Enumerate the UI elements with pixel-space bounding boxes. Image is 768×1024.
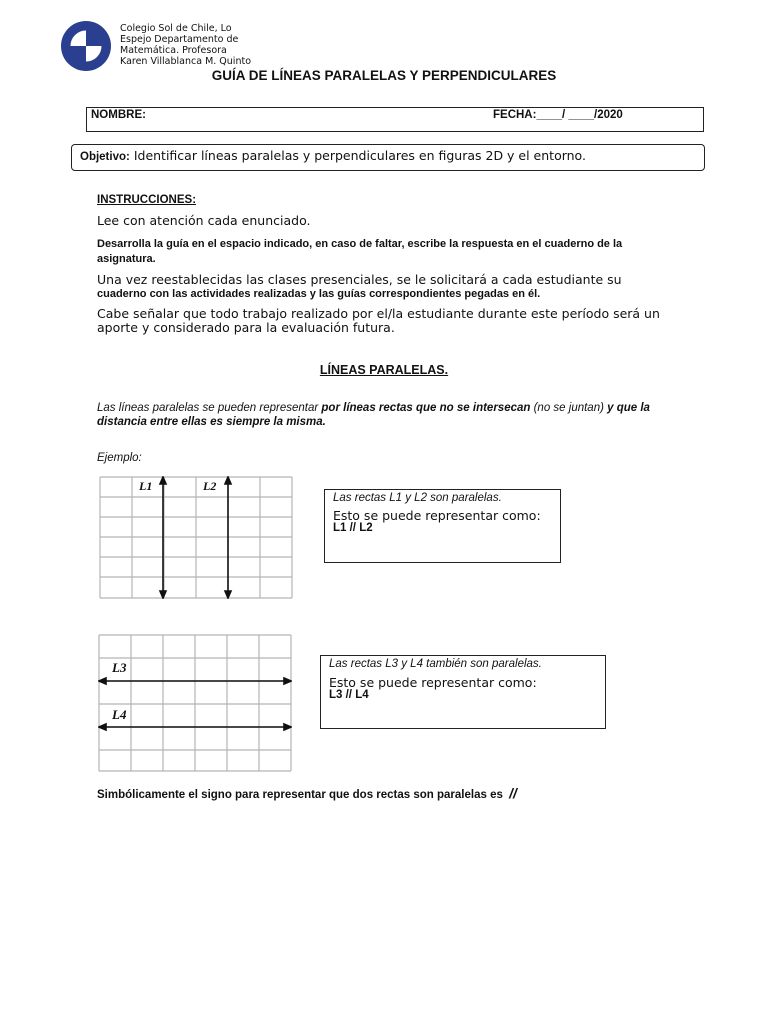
definition-part: Las líneas paralelas se pueden representar: [97, 402, 322, 414]
arrow-head: [160, 477, 166, 484]
parallel-lines-vertical-figure: [99, 476, 293, 599]
definition-emphasis: y que la distancia entre ellas es siempre la misma.: [97, 402, 650, 428]
instruction-paragraph: Cabe señalar que todo trabajo realizado por el/la estudiante durante este período será un aporte y considerado para la evaluación futura.: [97, 306, 660, 335]
name-date-box[interactable]: [86, 107, 704, 132]
arrow-head: [284, 678, 291, 684]
instructions-heading: INSTRUCCIONES:: [97, 194, 197, 206]
box-notation: L3 // L4: [329, 689, 369, 701]
box-intro: Las rectas L1 y L2 son paralelas.: [333, 492, 502, 504]
name-label: NOMBRE:: [91, 109, 146, 121]
explanation-box-2: [320, 655, 606, 729]
symbol-sentence-text: Simbólicamente el signo para representar que dos rectas son paralelas es: [97, 789, 503, 801]
box-notation: L1 // L2: [333, 522, 373, 534]
box-text: Esto se puede representar como:: [333, 508, 541, 523]
arrow-head: [284, 724, 291, 730]
label-l2: L2: [203, 479, 217, 493]
arrow-head: [225, 591, 231, 598]
school-line: Karen Villablanca M. Quinto: [120, 56, 252, 67]
symbol-sentence: [97, 785, 517, 801]
label-l1: L1: [139, 479, 153, 493]
date-label: FECHA:____/ ____/2020: [493, 109, 623, 121]
objective-box: [71, 144, 705, 171]
parallel-symbol: //: [509, 785, 517, 801]
arrow-head: [99, 724, 106, 730]
arrow-head: [160, 591, 166, 598]
instruction-paragraph: Lee con atención cada enunciado.: [97, 213, 311, 228]
school-line: Colegio Sol de Chile, Lo: [120, 23, 232, 34]
objective-text: Identificar líneas paralelas y perpendiculares en figuras 2D y el entorno.: [133, 148, 586, 163]
example-label: Ejemplo:: [97, 452, 142, 464]
instruction-paragraph: Desarrolla la guía en el espacio indicado, en caso de faltar, escribe la respuesta en el cuaderno de la asignatura.: [97, 238, 623, 265]
arrow-head: [99, 678, 106, 684]
school-logo: [60, 20, 112, 72]
objective-label: Objetivo:: [80, 151, 130, 163]
label-l3: L3: [112, 660, 127, 675]
school-line: Matemática. Profesora: [120, 45, 227, 56]
grid: [100, 477, 292, 598]
explanation-box-1: [324, 489, 561, 563]
school-line: Espejo Departamento de: [120, 34, 239, 45]
arrow-head: [225, 477, 231, 484]
box-text: Esto se puede representar como:: [329, 675, 537, 690]
grid: [99, 635, 291, 771]
box-intro: Las rectas L3 y L4 también son paralelas.: [329, 658, 542, 670]
instruction-paragraph: Una vez reestablecidas las clases presenciales, se le solicitará a cada estudiante su: [97, 272, 622, 287]
school-name: [120, 23, 290, 67]
parallel-lines-horizontal-figure: [98, 634, 292, 772]
page-title: GUÍA DE LÍNEAS PARALELAS Y PERPENDICULARES: [211, 68, 557, 83]
definition-emphasis: por líneas rectas que no se intersecan: [321, 402, 531, 414]
instruction-paragraph-bold: cuaderno con las actividades realizadas y las guías correspondientes pegadas en él.: [97, 288, 541, 300]
definition-part: (no se juntan): [530, 402, 608, 414]
label-l4: L4: [112, 707, 127, 722]
section-heading: LÍNEAS PARALELAS.: [319, 363, 449, 377]
definition-text: [97, 402, 677, 429]
